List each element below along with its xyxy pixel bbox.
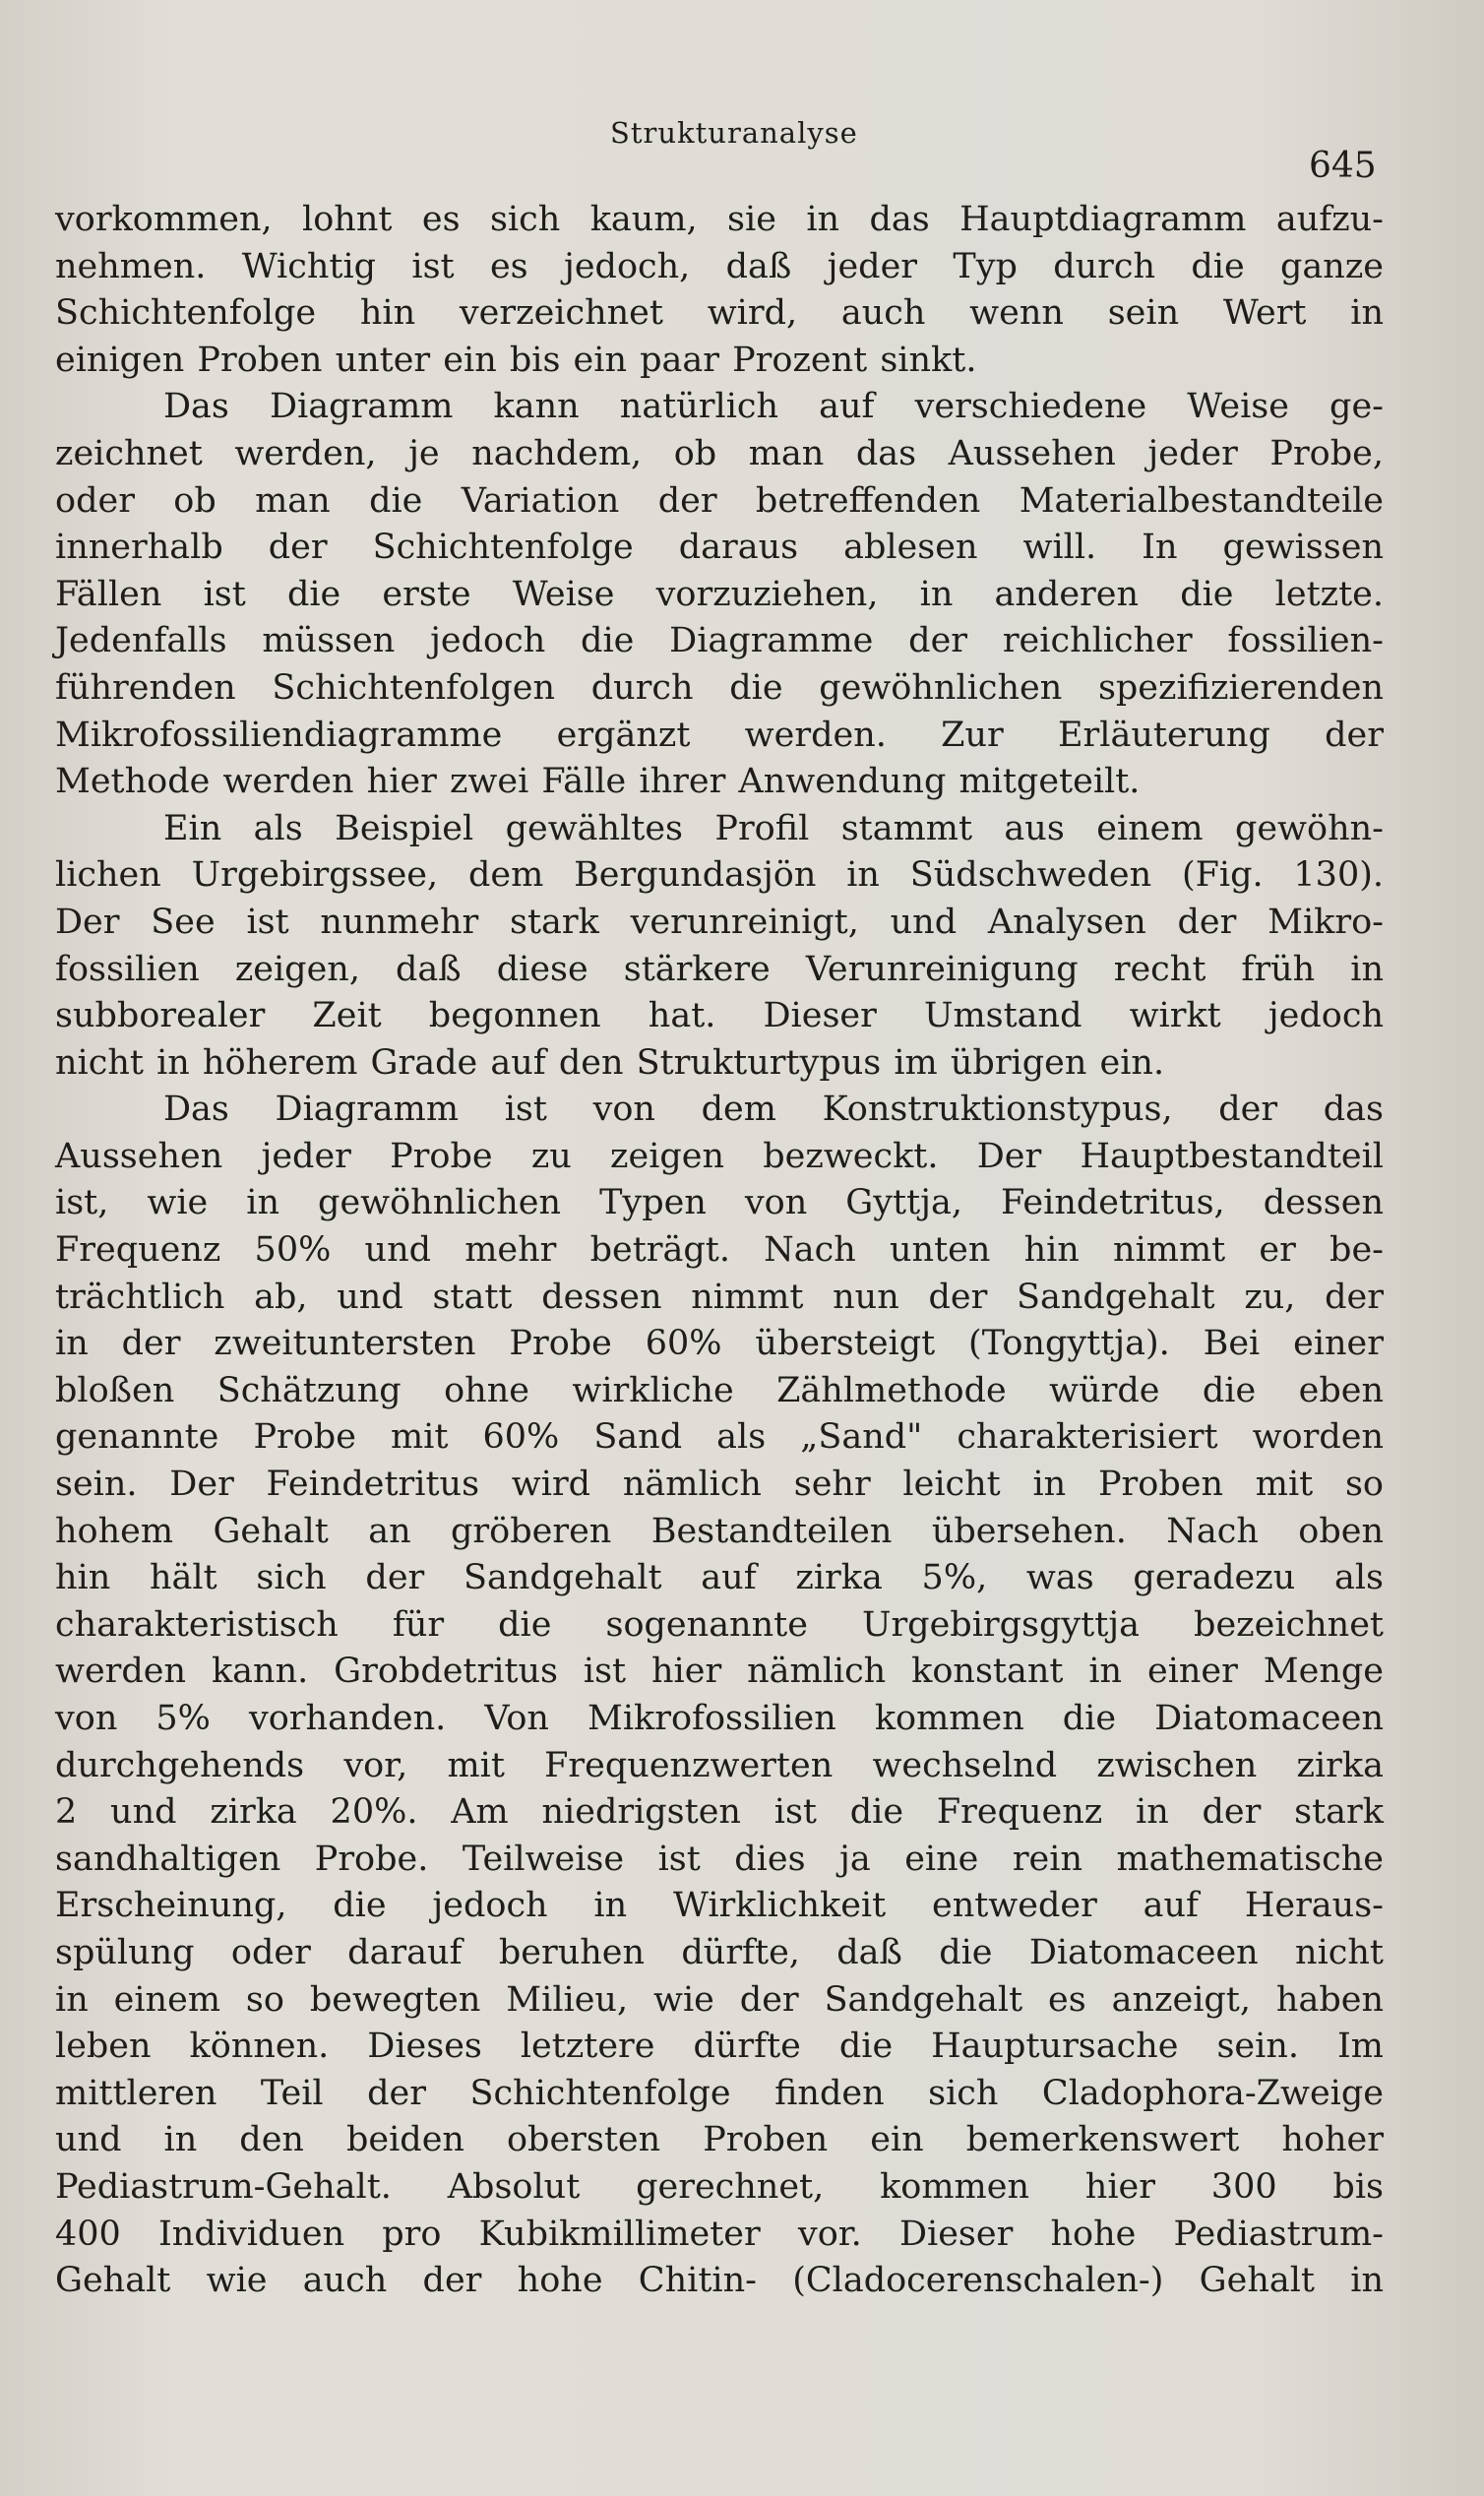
text-line: durchgehends vor, mit Frequenzwerten wechselnd zwischen zirka (55, 1745, 1384, 1785)
text-line: oder ob man die Variation der betreffenden Materialbestandteile (55, 480, 1384, 521)
text-line: einigen Proben unter ein bis ein paar Prozent sinkt. (55, 340, 977, 380)
body-text (55, 197, 1384, 2305)
text-line: Schichtenfolge hin verzeichnet wird, auch wenn sein Wert in (55, 293, 1384, 334)
text-line: vorkommen, lohnt es sich kaum, sie in das Hauptdiagramm aufzu- (55, 200, 1384, 239)
text-line: Fällen ist die erste Weise vorzuziehen, in anderen die letzte. (55, 574, 1384, 614)
running-head: Strukturanalyse (610, 116, 858, 150)
text-line: 400 Individuen pro Kubikmillimeter vor. Dieser hohe Pediastrum- (55, 2214, 1384, 2254)
text-line: Erscheinung, die jedoch in Wirklichkeit entweder auf Heraus- (55, 1886, 1384, 1926)
text-line: Der See ist nunmehr stark verunreinigt, und Analysen der Mikro- (55, 902, 1384, 942)
text-line: nehmen. Wichtig ist es jedoch, daß jeder Typ durch die ganze (55, 246, 1384, 286)
text-line: bloßen Schätzung ohne wirkliche Zählmethode würde die eben (55, 1370, 1384, 1410)
text-line: Gehalt wie auch der hohe Chitin- (Cladocerenschalen-) Gehalt in (55, 2261, 1384, 2301)
text-line: hohem Gehalt an gröberen Bestandteilen übersehen. Nach oben (55, 1511, 1384, 1551)
text-line: in der zweituntersten Probe 60% übersteigt (Tongyttja). Bei einer (55, 1324, 1384, 1364)
page-number: 645 (1309, 146, 1377, 186)
text-line: Das Diagramm kann natürlich auf verschiedene Weise ge- (163, 387, 1384, 427)
text-line: Jedenfalls müssen jedoch die Diagramme der reichlicher fossilien- (55, 621, 1384, 661)
text-line: führenden Schichtenfolgen durch die gewöhnlichen spezifizierenden (55, 667, 1384, 708)
text-line: genannte Probe mit 60% Sand als „Sand" charakterisiert worden (55, 1417, 1384, 1458)
text-line: fossilien zeigen, daß diese stärkere Verunreinigung recht früh in (55, 949, 1384, 989)
text-line: Ein als Beispiel gewähltes Profil stammt aus einem gewöhn- (163, 808, 1384, 848)
text-line: zeichnet werden, je nachdem, ob man das Aussehen jeder Probe, (55, 433, 1384, 473)
text-line: ist, wie in gewöhnlichen Typen von Gyttja, Feindetritus, dessen (55, 1183, 1384, 1223)
text-line: sandhaltigen Probe. Teilweise ist dies ja eine rein mathematische (55, 1839, 1384, 1879)
text-line: mittleren Teil der Schichtenfolge finden sich Cladophora-Zweige (55, 2073, 1384, 2113)
text-line: Mikrofossiliendiagramme ergänzt werden. Zur Erläuterung der (55, 715, 1384, 755)
text-line: trächtlich ab, und statt dessen nimmt nun der Sandgehalt zu, der (55, 1277, 1384, 1317)
text-line: sein. Der Feindetritus wird nämlich sehr leicht in Proben mit so (55, 1465, 1384, 1505)
text-line: von 5% vorhanden. Von Mikrofossilien kommen die Diatomaceen (55, 1699, 1384, 1738)
text-line: Methode werden hier zwei Fälle ihrer Anwendung mitgeteilt. (55, 762, 1141, 802)
text-line: Frequenz 50% und mehr beträgt. Nach unten hin nimmt er be- (55, 1230, 1384, 1271)
text-line: Das Diagramm ist von dem Konstruktionstypus, der das (163, 1090, 1384, 1130)
text-line: 2 und zirka 20%. Am niedrigsten ist die Frequenz in der stark (55, 1792, 1384, 1833)
text-line: Aussehen jeder Probe zu zeigen bezweckt. Der Hauptbestandteil (55, 1136, 1384, 1176)
text-line: subborealer Zeit begonnen hat. Dieser Umstand wirkt jedoch (55, 996, 1384, 1036)
text-line: innerhalb der Schichtenfolge daraus ablesen will. In gewissen (55, 528, 1384, 568)
text-line: spülung oder darauf beruhen dürfte, daß die Diatomaceen nicht (55, 1932, 1384, 1972)
text-line: hin hält sich der Sandgehalt auf zirka 5%, was geradezu als (55, 1558, 1384, 1598)
text-line: in einem so bewegten Milieu, wie der Sandgehalt es anzeigt, haben (55, 1979, 1384, 2020)
text-line: werden kann. Grobdetritus ist hier nämlich konstant in einer Menge (55, 1652, 1384, 1692)
text-line: charakteristisch für die sogenannte Urgebirgsgyttja bezeichnet (55, 1604, 1384, 1645)
text-line: lichen Urgebirgssee, dem Bergundasjön in Südschweden (Fig. 130). (55, 855, 1384, 896)
text-line: leben können. Dieses letztere dürfte die Hauptursache sein. Im (55, 2027, 1384, 2067)
text-line: nicht in höherem Grade auf den Strukturtypus im übrigen ein. (55, 1042, 1165, 1083)
text-line: und in den beiden obersten Proben ein bemerkenswert hoher (55, 2120, 1384, 2160)
text-line: Pediastrum-Gehalt. Absolut gerechnet, kommen hier 300 bis (55, 2166, 1384, 2207)
